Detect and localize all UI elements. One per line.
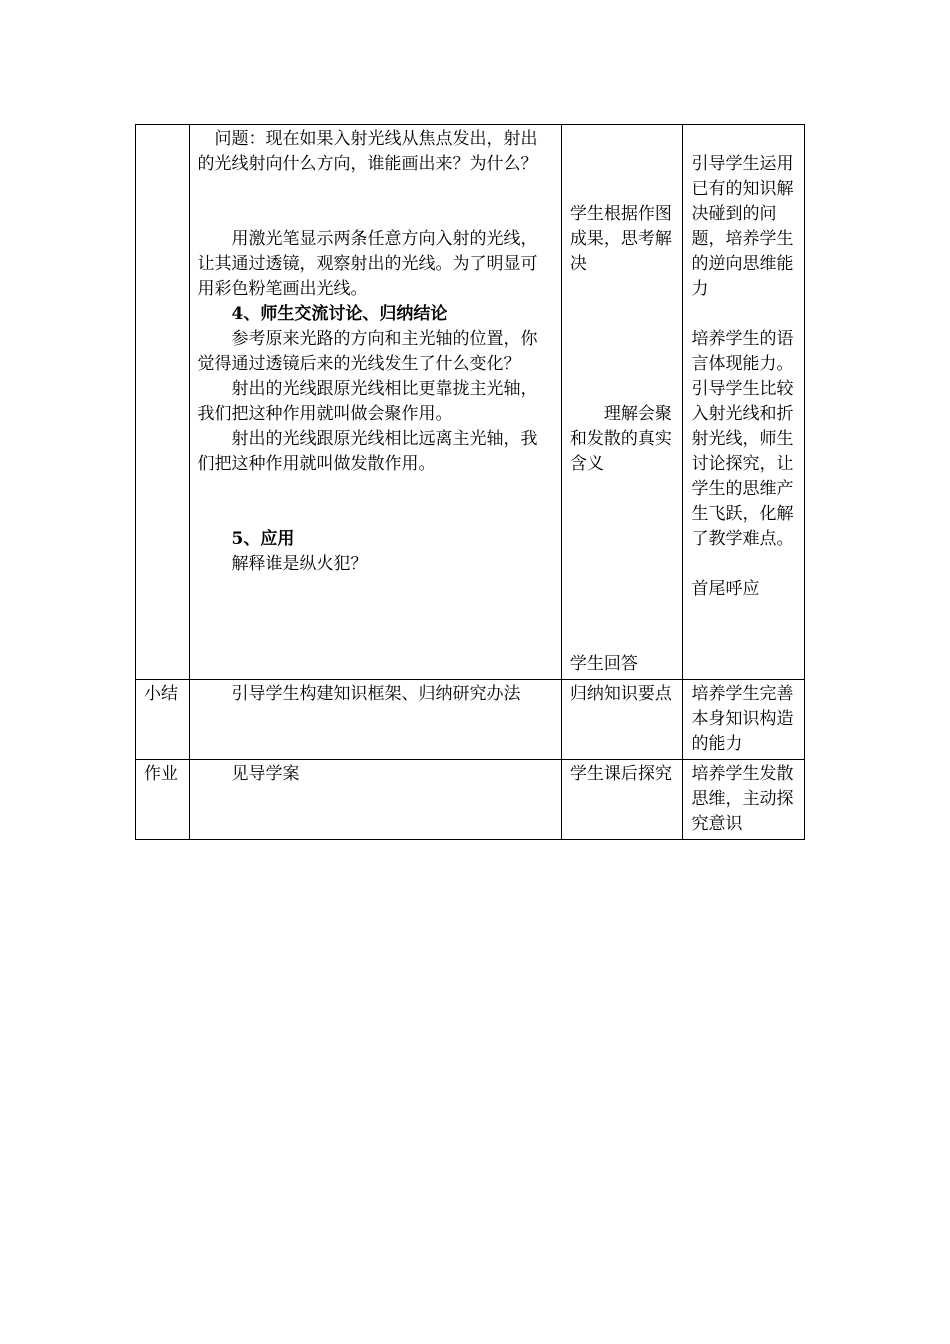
homework-intent-cell <box>683 760 805 840</box>
table-row-homework <box>136 760 805 840</box>
homework-student-cell <box>561 760 683 840</box>
table-row-summary <box>136 680 805 760</box>
student-activity-3: 学生回答 <box>569 654 638 674</box>
converge-text: 射出的光线跟原光线相比更靠拢主光轴，我们把这种作用就叫做会聚作用。 <box>197 379 538 424</box>
design-intent-1: 引导学生运用已有的知识解决碰到的问题，培养学生的逆向思维能力 <box>691 154 794 299</box>
summary-student-cell <box>561 680 683 760</box>
row-label-summary: 小结 <box>136 680 190 760</box>
row-label-homework: 作业 <box>136 760 190 840</box>
design-intent-3: 首尾呼应 <box>691 579 760 599</box>
diverge-text: 射出的光线跟原光线相比远离主光轴，我们把这种作用就叫做发散作用。 <box>197 429 538 474</box>
table-row-process <box>136 125 805 680</box>
question-text: 问题：现在如果入射光线从焦点发出，射出的光线射向什么方向，谁能画出来？为什么？ <box>197 129 538 174</box>
process-content-cell <box>189 125 561 680</box>
row-label-process <box>136 125 190 680</box>
step5-title: 5、应用 <box>231 529 295 549</box>
lesson-plan-table <box>135 124 805 840</box>
step4-title: 4、师生交流讨论、归纳结论 <box>231 304 448 324</box>
summary-content-cell <box>189 680 561 760</box>
laser-demo-text: 用激光笔显示两条任意方向入射的光线，让其通过透镜，观察射出的光线。为了明显可用彩色粉笔画出光线。 <box>197 229 538 299</box>
homework-content: 见导学案 <box>231 764 300 784</box>
summary-student: 归纳知识要点 <box>569 684 672 704</box>
homework-student: 学生课后探究 <box>569 764 672 784</box>
step4-question: 参考原来光路的方向和主光轴的位置，你觉得通过透镜后来的光线发生了什么变化？ <box>197 329 538 374</box>
homework-intent: 培养学生发散思维，主动探究意识 <box>691 764 794 834</box>
process-student-cell <box>561 125 683 680</box>
homework-content-cell <box>189 760 561 840</box>
student-activity-2: 理解会聚和发散的真实含义 <box>569 404 672 474</box>
process-intent-cell <box>683 125 805 680</box>
student-activity-1: 学生根据作图成果，思考解决 <box>569 204 672 274</box>
summary-intent-cell <box>683 680 805 760</box>
design-intent-2: 培养学生的语言体现能力。引导学生比较入射光线和折射光线，师生讨论探究，让学生的思维产生飞跃，化解了教学难点。 <box>691 329 794 549</box>
summary-intent: 培养学生完善本身知识构造的能力 <box>691 684 794 754</box>
step5-question: 解释谁是纵火犯？ <box>231 554 368 574</box>
summary-content: 引导学生构建知识框架、归纳研究办法 <box>231 684 521 704</box>
